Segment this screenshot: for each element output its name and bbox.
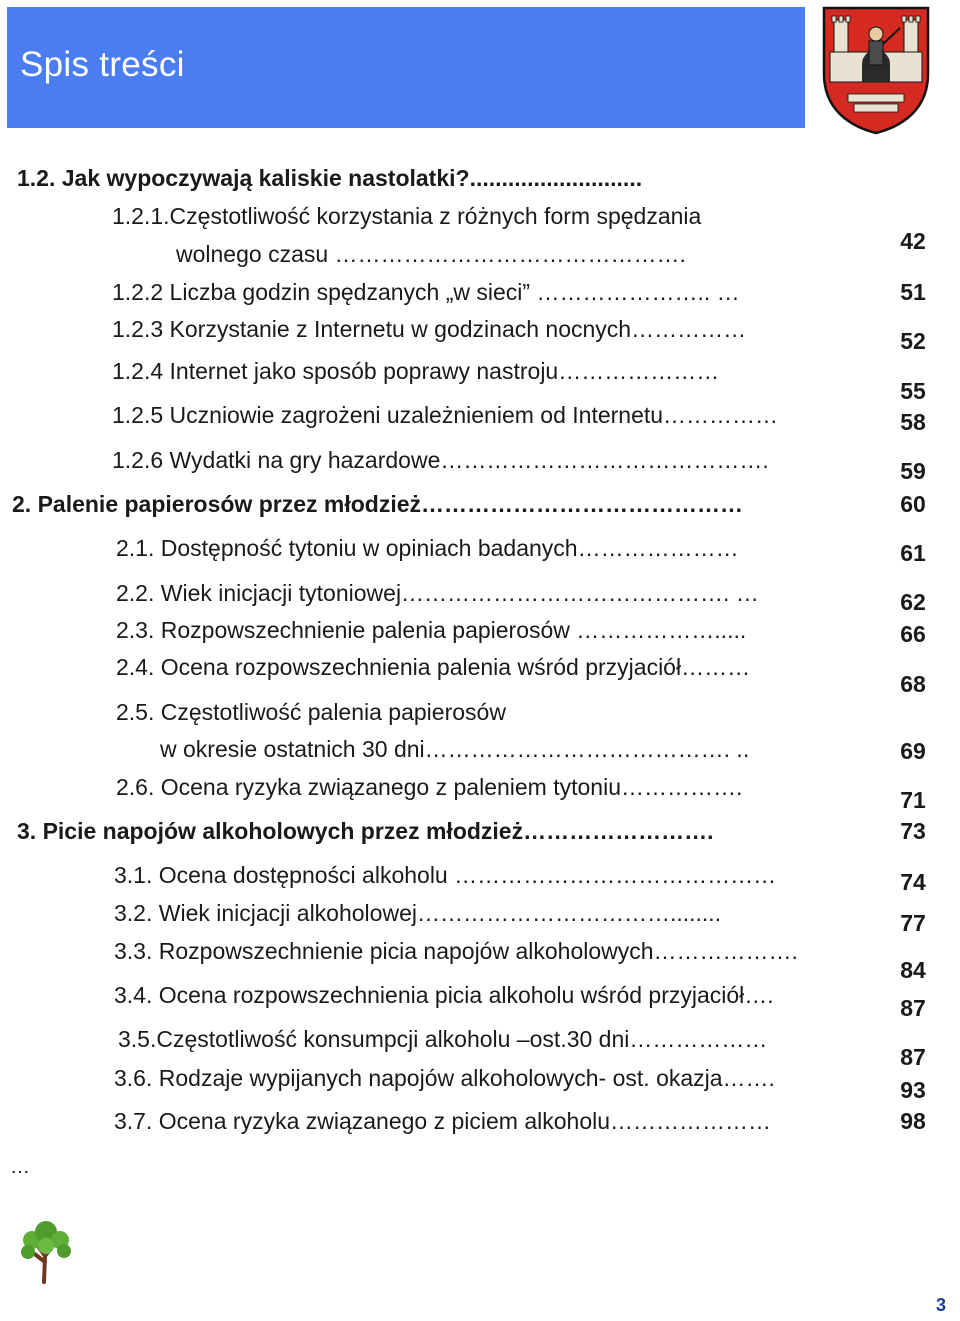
toc-entry-3-3[interactable]: 3.3. Rozpowszechnienie picia napojów alkoholowych………………. <box>114 938 798 964</box>
toc-page-3: 73 <box>900 818 926 844</box>
toc-page-2-4: 68 <box>900 671 926 697</box>
toc-entry-1-2-2[interactable]: 1.2.2 Liczba godzin spędzanych „w sieci” ………………….. … <box>112 279 740 305</box>
page-number: 3 <box>936 1295 947 1315</box>
toc-page-2-5: 69 <box>900 738 926 764</box>
toc-page-3-7: 98 <box>900 1108 926 1134</box>
toc-page-2-6: 71 <box>900 787 926 813</box>
toc-entry-3-1[interactable]: 3.1. Ocena dostępności alkoholu …………………………………… <box>114 862 777 888</box>
toc-page-1-2-4: 55 <box>900 378 926 404</box>
toc-entry-1-2-4[interactable]: 1.2.4 Internet jako sposób poprawy nastroju………………… <box>112 358 720 384</box>
toc-entry-2-5-cont[interactable]: w okresie ostatnich 30 dni…………………………………. .. <box>160 736 750 762</box>
toc-entry-2-6[interactable]: 2.6. Ocena ryzyka związanego z paleniem tytoniu……………. <box>116 774 743 800</box>
toc-entry-2-4[interactable]: 2.4. Ocena rozpowszechnienia palenia wśród przyjaciół……… <box>116 654 751 680</box>
coat-of-arms-icon <box>820 4 932 136</box>
toc-page-1-2-1: 42 <box>900 228 926 254</box>
toc-entry-2-2[interactable]: 2.2. Wiek inicjacji tytoniowej……………………………………. … <box>116 580 759 606</box>
toc-entry-1-2-6[interactable]: 1.2.6 Wydatki na gry hazardowe……………………………………. <box>112 447 769 473</box>
toc-page-3-3: 84 <box>900 957 926 983</box>
toc-page-2-2: 62 <box>900 589 926 615</box>
toc-page-3-5: 87 <box>900 1044 926 1070</box>
toc-entry-3-2[interactable]: 3.2. Wiek inicjacji alkoholowej……………………………........ <box>114 900 722 926</box>
toc-page-3-6: 93 <box>900 1077 926 1103</box>
page-title: Spis treści <box>20 45 185 84</box>
toc-entry-2-5[interactable]: 2.5. Częstotliwość palenia papierosów <box>116 699 506 725</box>
toc-entry-3-7[interactable]: 3.7. Ocena ryzyka związanego z piciem alkoholu………………… <box>114 1108 772 1134</box>
toc-entry-3-5[interactable]: 3.5.Częstotliwość konsumpcji alkoholu –ost.30 dni……………… <box>118 1026 768 1052</box>
toc-page-1-2-3: 52 <box>900 328 926 354</box>
toc-page-1-2-6: 59 <box>900 458 926 484</box>
toc-page-1-2-2: 51 <box>900 279 926 305</box>
toc-entry-3[interactable]: 3. Picie napojów alkoholowych przez młodzież……………………. <box>17 818 714 844</box>
toc-entry-1-2-1[interactable]: 1.2.1.Częstotliwość korzystania z różnych form spędzania <box>112 203 702 229</box>
toc-entry-1-2-1-cont[interactable]: wolnego czasu ………………………………………. <box>176 241 686 267</box>
toc-entry-2-3[interactable]: 2.3. Rozpowszechnienie palenia papierosów ………………..... <box>116 617 747 643</box>
toc-entry-3-4[interactable]: 3.4. Ocena rozpowszechnienia picia alkoholu wśród przyjaciół…. <box>114 982 774 1008</box>
toc-page-3-2: 77 <box>900 910 926 936</box>
toc-entry-2-1[interactable]: 2.1. Dostępność tytoniu w opiniach badanych………………… <box>116 535 739 561</box>
toc-page-2-1: 61 <box>900 540 926 566</box>
toc-entry-1-2-3[interactable]: 1.2.3 Korzystanie z Internetu w godzinach nocnych…………… <box>112 316 747 342</box>
trailing-ellipsis: … <box>10 1156 30 1178</box>
toc-entry-3-6[interactable]: 3.6. Rodzaje wypijanych napojów alkoholowych- ost. okazja……. <box>114 1065 775 1091</box>
toc-page-3-1: 74 <box>900 869 926 895</box>
toc-page-3-4: 87 <box>900 995 926 1021</box>
toc-entry-2[interactable]: 2. Palenie papierosów przez młodzież…………………………………… <box>12 491 744 517</box>
tree-icon <box>18 1220 74 1284</box>
toc-page-2: 60 <box>900 491 926 517</box>
toc-page-2-3: 66 <box>900 621 926 647</box>
toc-page-1-2-5: 58 <box>900 409 926 435</box>
toc-entry-1-2[interactable]: 1.2. Jak wypoczywają kaliskie nastolatki?........................... <box>17 165 643 191</box>
toc-entry-1-2-5[interactable]: 1.2.5 Uczniowie zagrożeni uzależnieniem od Internetu…………… <box>112 402 779 428</box>
title-banner <box>7 7 805 128</box>
